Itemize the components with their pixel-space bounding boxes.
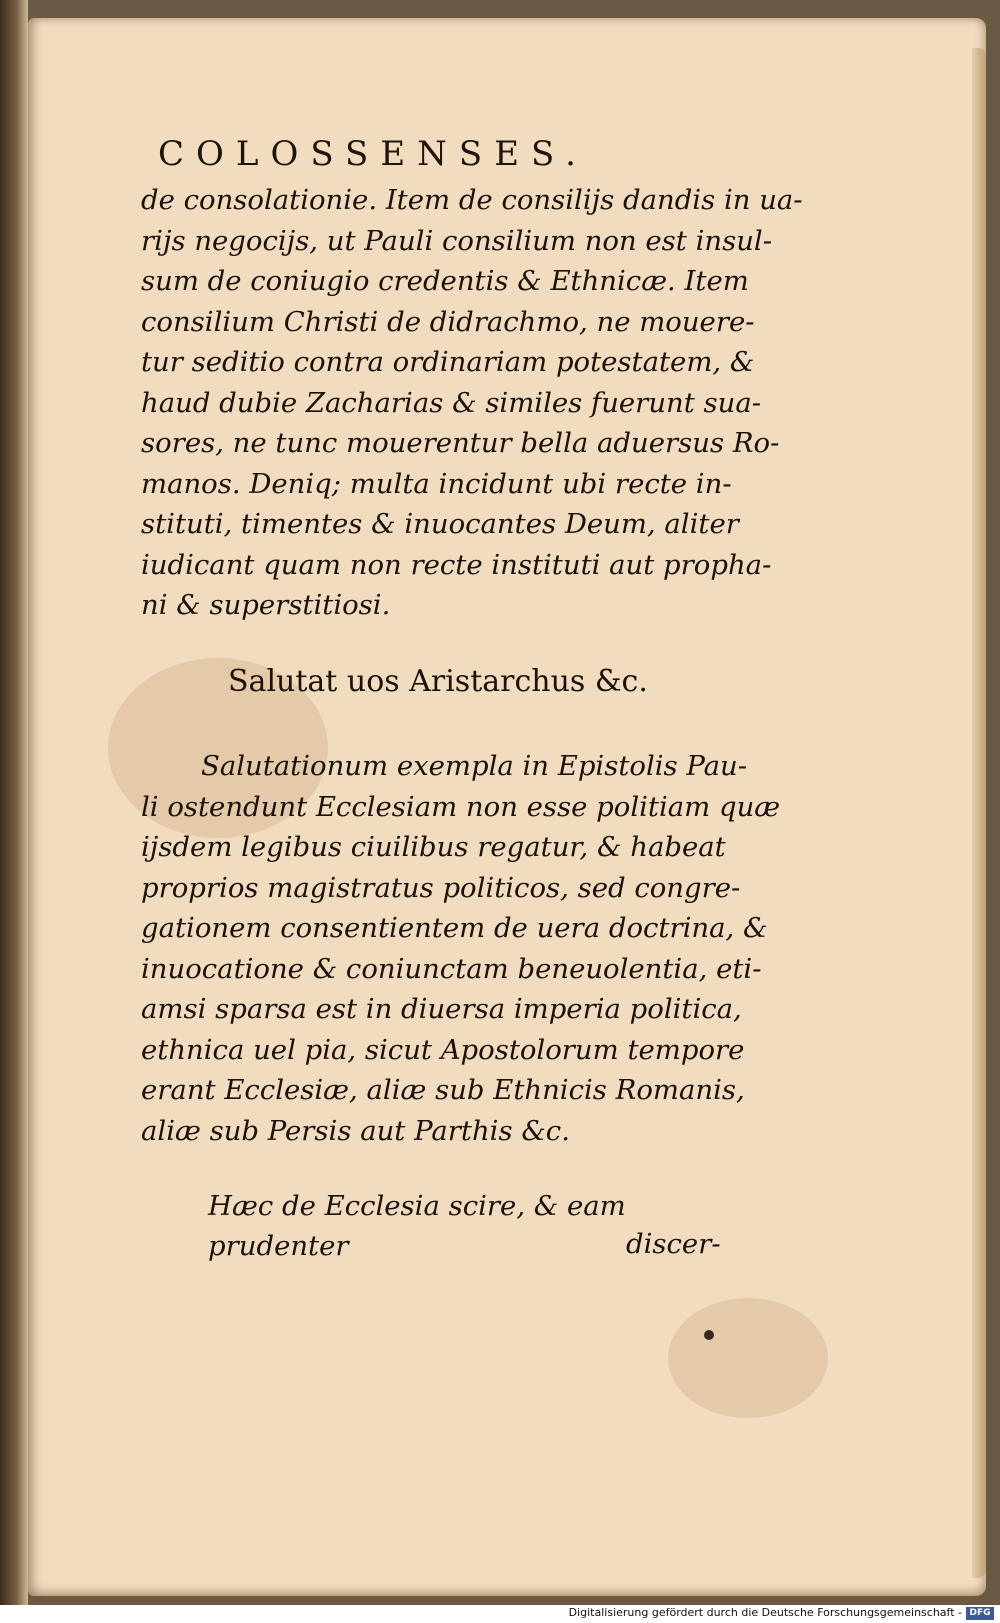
text-line: Salutationum exempla in Epistolis Pau-	[201, 750, 748, 782]
running-header: COLOSSENSES.	[158, 134, 588, 174]
dfg-logo-icon: DFG	[966, 1607, 994, 1620]
section-heading: Salutat uos Aristarchus &c.	[228, 664, 648, 699]
text-line: proprios magistratus politicos, sed congre-	[141, 871, 741, 904]
text-line: gationem consentientem de uera doctrina, &	[141, 912, 768, 944]
text-line: rijs negocijs, ut Pauli consilium non est insul-	[141, 224, 773, 257]
footer-bar	[0, 1605, 1000, 1623]
closing-line: Hæc de Ecclesia scire, & eam prudenter	[208, 1190, 626, 1262]
paragraph-block-2	[141, 746, 781, 1151]
catchword: discer-	[626, 1228, 721, 1260]
text-line: aliæ sub Persis aut Parthis &c.	[141, 1114, 570, 1147]
ink-spot	[704, 1330, 714, 1340]
book-spine	[0, 0, 28, 1605]
book-page	[28, 18, 986, 1596]
text-line: amsi sparsa est in diuersa imperia politica,	[141, 993, 742, 1025]
text-line: haud dubie Zacharias & similes fuerunt sua-	[141, 386, 762, 419]
text-line: manos. Deniq; multa incidunt ubi recte in-	[141, 467, 732, 500]
text-line: inuocatione & coniunctam beneuolentia, eti-	[141, 952, 762, 985]
funding-credit: Digitalisierung gefördert durch die Deutsche Forschungsgemeinschaft -	[568, 1606, 962, 1619]
text-line: ijsdem legibus ciuilibus regatur, & habeat	[141, 831, 726, 863]
text-line: consilium Christi de didrachmo, ne mouere-	[141, 305, 755, 338]
page-edge	[972, 48, 986, 1578]
text-line: de consolationie. Item de consilijs dandis in ua-	[141, 184, 803, 216]
text-line: li ostendunt Ecclesiam non esse politiam quæ	[141, 790, 781, 823]
text-line: iudicant quam non recte instituti aut propha-	[141, 548, 772, 581]
text-line: ethnica uel pia, sicut Apostolorum tempore	[141, 1033, 745, 1066]
text-line: stituti, timentes & inuocantes Deum, aliter	[141, 508, 739, 540]
text-line: ni & superstitiosi.	[141, 589, 391, 621]
text-line: sores, ne tunc mouerentur bella aduersus Ro-	[141, 427, 780, 459]
text-line: sum de coniugio credentis & Ethnicæ. Item	[141, 265, 749, 297]
text-line: erant Ecclesiæ, aliæ sub Ethnicis Romanis,	[141, 1074, 745, 1106]
paragraph-block-1	[141, 180, 803, 626]
text-line: tur seditio contra ordinariam potestatem, &	[141, 346, 755, 378]
paper-stain	[668, 1298, 828, 1418]
